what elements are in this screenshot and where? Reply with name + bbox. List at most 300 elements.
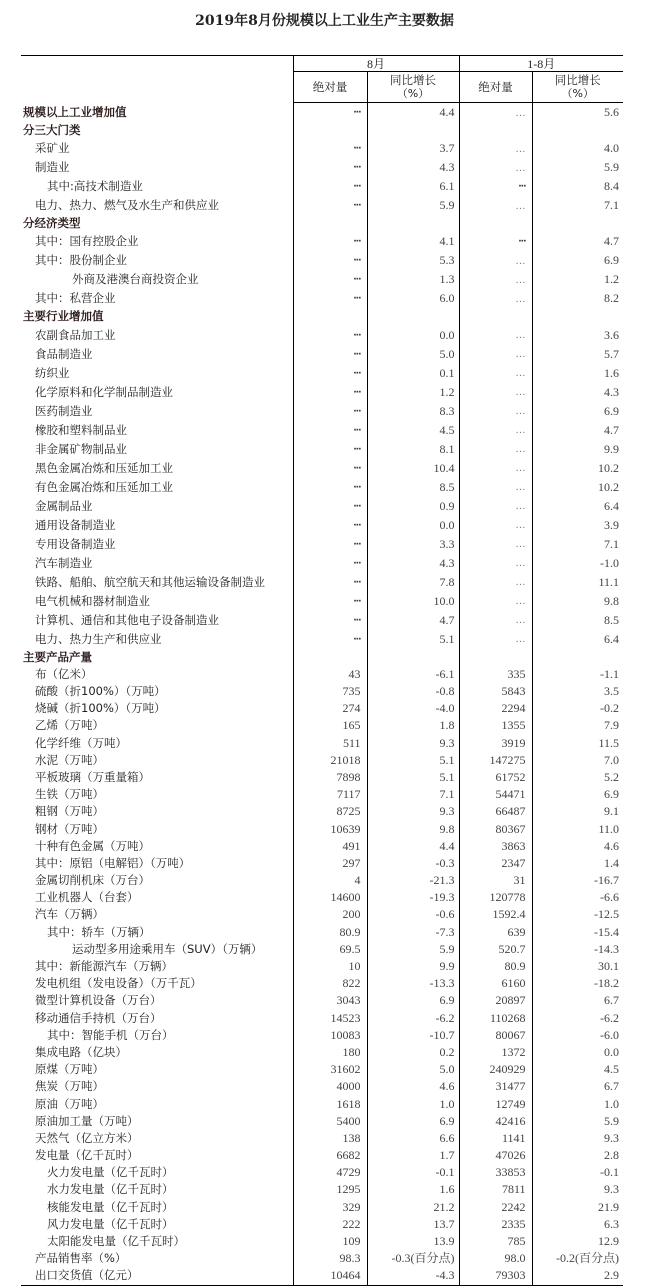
aug-absolute-cell: 10639 bbox=[293, 820, 367, 837]
ytd-absolute-cell: 1372 bbox=[459, 1044, 532, 1061]
aug-absolute-cell bbox=[293, 232, 367, 251]
header-blank-cell bbox=[21, 56, 293, 103]
table-row bbox=[21, 906, 623, 923]
aug-yoy-cell: 6.9 bbox=[367, 1113, 459, 1130]
ytd-absolute-cell bbox=[459, 497, 532, 516]
row-label: 产品销售率（%） bbox=[21, 1250, 293, 1267]
not-applicable-marker: … bbox=[515, 577, 526, 589]
aug-absolute-cell bbox=[293, 402, 367, 421]
aug-absolute-cell bbox=[293, 158, 367, 177]
aug-yoy-cell: 5.0 bbox=[367, 1061, 459, 1078]
ytd-yoy-cell: 8.4 bbox=[604, 179, 620, 194]
ytd-absolute-cell: 7811 bbox=[459, 1181, 532, 1198]
aug-absolute-cell: 31602 bbox=[293, 1061, 367, 1078]
not-applicable-marker: … bbox=[515, 293, 526, 305]
ytd-yoy-cell: 1.6 bbox=[604, 365, 620, 380]
aug-absolute-cell: 138 bbox=[293, 1130, 367, 1147]
header-unit: （%） bbox=[561, 87, 594, 100]
aug-absolute-cell bbox=[293, 139, 367, 158]
aug-absolute-cell: 80.9 bbox=[293, 924, 367, 941]
aug-yoy-cell: 21.2 bbox=[367, 1199, 459, 1216]
industrial-production-table bbox=[21, 55, 623, 1286]
table-row bbox=[21, 497, 623, 516]
aug-yoy-cell: 6.6 bbox=[367, 1130, 459, 1147]
table-row bbox=[21, 158, 623, 177]
ytd-yoy-cell: -1.1 bbox=[600, 666, 620, 681]
ytd-yoy-cell: 1.2 bbox=[604, 272, 620, 287]
aug-yoy-cell: 9.9 bbox=[367, 958, 459, 975]
aug-yoy-cell: 0.9 bbox=[367, 497, 459, 516]
ytd-yoy-cell: 4.7 bbox=[604, 422, 620, 437]
ytd-yoy-cell: -6.2 bbox=[600, 1010, 620, 1025]
aug-absolute-cell: 297 bbox=[293, 855, 367, 872]
header-label: 同比增长 bbox=[390, 73, 436, 87]
row-label: 烧碱（折100%）（万吨） bbox=[21, 700, 293, 717]
ytd-absolute-cell: 1355 bbox=[459, 717, 532, 734]
aug-yoy-cell: 4.6 bbox=[367, 1078, 459, 1095]
table-row bbox=[21, 803, 623, 820]
table-body bbox=[21, 103, 623, 1286]
aug-yoy-cell: -4.3 bbox=[367, 1267, 459, 1285]
ytd-absolute-cell: 120778 bbox=[459, 889, 532, 906]
ytd-absolute-cell bbox=[459, 364, 532, 383]
aug-yoy-cell: -6.1 bbox=[367, 666, 459, 683]
row-label: 橡胶和塑料制品业 bbox=[21, 421, 293, 440]
ytd-absolute-cell: 42416 bbox=[459, 1113, 532, 1130]
aug-yoy-cell: 8.5 bbox=[367, 478, 459, 497]
ytd-absolute-cell bbox=[459, 383, 532, 402]
ytd-absolute-cell: 3863 bbox=[459, 838, 532, 855]
aug-yoy-cell: 5.9 bbox=[367, 941, 459, 958]
ytd-absolute-cell: 785 bbox=[459, 1233, 532, 1250]
ytd-absolute-cell: 1592.4 bbox=[459, 906, 532, 923]
aug-yoy-cell: 8.1 bbox=[367, 440, 459, 459]
table-row bbox=[21, 251, 623, 270]
table-row bbox=[21, 855, 623, 872]
table-row bbox=[21, 1267, 623, 1285]
not-applicable-marker: … bbox=[515, 615, 526, 627]
row-label: 采矿业 bbox=[21, 139, 293, 158]
ytd-absolute-cell: 20897 bbox=[459, 992, 532, 1009]
aug-yoy-cell: -7.3 bbox=[367, 924, 459, 941]
ytd-absolute-cell bbox=[459, 270, 532, 289]
ytd-absolute-cell: 2335 bbox=[459, 1216, 532, 1233]
not-applicable-marker: … bbox=[515, 143, 526, 155]
aug-yoy-cell: 8.3 bbox=[367, 402, 459, 421]
not-applicable-marker: … bbox=[515, 255, 526, 267]
aug-yoy-cell: 10.0 bbox=[367, 592, 459, 611]
not-applicable-marker: … bbox=[515, 406, 526, 418]
aug-absolute-cell: 10464 bbox=[293, 1267, 367, 1285]
row-label: 纺织业 bbox=[21, 364, 293, 383]
aug-absolute-cell: 14523 bbox=[293, 1010, 367, 1027]
not-applicable-marker: ··· bbox=[353, 368, 361, 379]
aug-yoy-cell: 10.4 bbox=[367, 459, 459, 478]
aug-yoy-cell: 6.1 bbox=[367, 177, 459, 196]
not-applicable-marker: ··· bbox=[353, 634, 361, 645]
ytd-absolute-cell bbox=[459, 139, 532, 158]
not-applicable-marker: ··· bbox=[353, 294, 361, 305]
ytd-yoy-cell: -14.3 bbox=[594, 941, 620, 956]
table-row bbox=[21, 535, 623, 554]
aug-absolute-cell: 6682 bbox=[293, 1147, 367, 1164]
aug-yoy-cell: 4.3 bbox=[367, 554, 459, 573]
row-label: 主要产品产量 bbox=[21, 649, 293, 666]
aug-absolute-cell: 4 bbox=[293, 872, 367, 889]
ytd-yoy-cell: 10.2 bbox=[598, 479, 620, 494]
not-applicable-marker: ··· bbox=[353, 577, 361, 588]
row-label: 其中：国有控股企业 bbox=[21, 232, 293, 251]
aug-yoy-cell: 3.7 bbox=[367, 139, 459, 158]
row-label: 火力发电量（亿千瓦时） bbox=[21, 1164, 293, 1181]
aug-absolute-cell: 222 bbox=[293, 1216, 367, 1233]
aug-yoy-cell bbox=[367, 215, 459, 232]
not-applicable-marker: … bbox=[515, 200, 526, 212]
row-label: 太阳能发电量（亿千瓦时） bbox=[21, 1233, 293, 1250]
row-label: 其中：新能源汽车（万辆） bbox=[21, 958, 293, 975]
aug-absolute-cell: 329 bbox=[293, 1199, 367, 1216]
aug-yoy-cell: 5.1 bbox=[367, 630, 459, 649]
aug-absolute-cell bbox=[293, 535, 367, 554]
table-row bbox=[21, 1216, 623, 1233]
table-row bbox=[21, 992, 623, 1009]
ytd-absolute-cell: 1141 bbox=[459, 1130, 532, 1147]
table-row bbox=[21, 1199, 623, 1216]
not-applicable-marker: ··· bbox=[353, 256, 361, 267]
table-row bbox=[21, 196, 623, 215]
not-applicable-marker: … bbox=[515, 349, 526, 361]
ytd-yoy-cell: 30.1 bbox=[598, 959, 620, 974]
ytd-yoy-cell: 12.9 bbox=[598, 1234, 620, 1249]
aug-absolute-cell: 511 bbox=[293, 735, 367, 752]
ytd-absolute-cell: 80067 bbox=[459, 1027, 532, 1044]
ytd-absolute-cell bbox=[459, 177, 532, 196]
aug-absolute-cell bbox=[293, 611, 367, 630]
not-applicable-marker: … bbox=[515, 558, 526, 570]
table-row bbox=[21, 958, 623, 975]
not-applicable-marker: … bbox=[515, 482, 526, 494]
ytd-absolute-cell: 110268 bbox=[459, 1010, 532, 1027]
aug-absolute-cell: 165 bbox=[293, 717, 367, 734]
row-label: 水力发电量（亿千瓦时） bbox=[21, 1181, 293, 1198]
not-applicable-marker: ··· bbox=[353, 501, 361, 512]
table-row bbox=[21, 402, 623, 421]
aug-absolute-cell bbox=[293, 122, 367, 139]
aug-yoy-cell: 1.7 bbox=[367, 1147, 459, 1164]
ytd-absolute-cell: 639 bbox=[459, 924, 532, 941]
page-title: 2019年8月份规模以上工业生产主要数据 bbox=[195, 13, 454, 29]
ytd-absolute-cell bbox=[459, 630, 532, 649]
ytd-yoy-cell: 7.0 bbox=[604, 752, 620, 767]
ytd-yoy-cell bbox=[532, 122, 623, 139]
row-label: 移动通信手持机（万台） bbox=[21, 1010, 293, 1027]
table-row bbox=[21, 1010, 623, 1027]
ytd-absolute-cell: 98.0 bbox=[459, 1250, 532, 1267]
aug-yoy-cell: 6.0 bbox=[367, 289, 459, 308]
row-label: 粗钢（万吨） bbox=[21, 803, 293, 820]
row-label: 平板玻璃（万重量箱） bbox=[21, 769, 293, 786]
ytd-absolute-cell bbox=[459, 326, 532, 345]
table-row bbox=[21, 592, 623, 611]
ytd-yoy-cell: 2.9 bbox=[532, 1267, 623, 1285]
table-row bbox=[21, 1113, 623, 1130]
aug-absolute-cell: 109 bbox=[293, 1233, 367, 1250]
table-row bbox=[21, 820, 623, 837]
row-label: 其中:高技术制造业 bbox=[21, 177, 293, 196]
aug-yoy-cell: 5.3 bbox=[367, 251, 459, 270]
table-row bbox=[21, 289, 623, 308]
ytd-yoy-cell: -12.5 bbox=[594, 907, 620, 922]
table-row bbox=[21, 941, 623, 958]
aug-absolute-cell: 274 bbox=[293, 700, 367, 717]
aug-yoy-cell bbox=[367, 649, 459, 666]
table-row bbox=[21, 786, 623, 803]
ytd-yoy-cell: 3.6 bbox=[604, 327, 620, 342]
table-row bbox=[21, 270, 623, 289]
row-label: 制造业 bbox=[21, 158, 293, 177]
table-header bbox=[21, 56, 623, 103]
ytd-yoy-cell: 6.4 bbox=[604, 631, 620, 646]
ytd-yoy-cell: 11.1 bbox=[598, 574, 620, 589]
ytd-absolute-cell bbox=[459, 440, 532, 459]
not-applicable-marker: ··· bbox=[353, 163, 361, 174]
not-applicable-marker: … bbox=[515, 425, 526, 437]
not-applicable-marker: ··· bbox=[353, 275, 361, 286]
aug-yoy-cell: 5.1 bbox=[367, 769, 459, 786]
aug-yoy-cell: 1.8 bbox=[367, 717, 459, 734]
table-row bbox=[21, 872, 623, 889]
ytd-absolute-cell bbox=[459, 251, 532, 270]
aug-yoy-cell: 5.0 bbox=[367, 345, 459, 364]
aug-yoy-cell: 5.1 bbox=[367, 752, 459, 769]
aug-yoy-cell: -19.3 bbox=[367, 889, 459, 906]
ytd-absolute-cell: 31477 bbox=[459, 1078, 532, 1095]
aug-absolute-cell: 4000 bbox=[293, 1078, 367, 1095]
header-aug-yoy bbox=[367, 72, 459, 103]
table-row bbox=[21, 1233, 623, 1250]
aug-absolute-cell bbox=[293, 326, 367, 345]
row-label: 其中：股份制企业 bbox=[21, 251, 293, 270]
ytd-absolute-cell: 47026 bbox=[459, 1147, 532, 1164]
row-label: 电力、热力生产和供应业 bbox=[21, 630, 293, 649]
aug-absolute-cell: 8725 bbox=[293, 803, 367, 820]
ytd-yoy-cell: 7.9 bbox=[604, 718, 620, 733]
aug-absolute-cell bbox=[293, 592, 367, 611]
aug-absolute-cell: 180 bbox=[293, 1044, 367, 1061]
aug-absolute-cell bbox=[293, 215, 367, 232]
not-applicable-marker: ··· bbox=[353, 201, 361, 212]
aug-yoy-cell: -10.7 bbox=[367, 1027, 459, 1044]
table-row bbox=[21, 630, 623, 649]
aug-absolute-cell: 43 bbox=[293, 666, 367, 683]
aug-absolute-cell bbox=[293, 421, 367, 440]
aug-yoy-cell: -0.8 bbox=[367, 683, 459, 700]
row-label: 汽车制造业 bbox=[21, 554, 293, 573]
aug-yoy-cell: -0.3(百分点) bbox=[367, 1250, 459, 1267]
not-applicable-marker: … bbox=[515, 539, 526, 551]
table-row bbox=[21, 383, 623, 402]
ytd-yoy-cell: 9.9 bbox=[604, 441, 620, 456]
ytd-yoy-cell: 5.9 bbox=[604, 1113, 620, 1128]
aug-yoy-cell: 7.8 bbox=[367, 573, 459, 592]
ytd-absolute-cell bbox=[459, 592, 532, 611]
aug-yoy-cell: 9.3 bbox=[367, 803, 459, 820]
aug-yoy-cell: 4.4 bbox=[367, 103, 459, 123]
row-label: 核能发电量（亿千瓦时） bbox=[21, 1199, 293, 1216]
aug-absolute-cell bbox=[293, 270, 367, 289]
ytd-yoy-cell: 9.8 bbox=[604, 593, 620, 608]
row-label: 规模以上工业增加值 bbox=[21, 103, 293, 123]
row-label: 主要行业增加值 bbox=[21, 308, 293, 325]
ytd-yoy-cell: -6.6 bbox=[600, 890, 620, 905]
not-applicable-marker: ··· bbox=[353, 349, 361, 360]
ytd-yoy-cell: 5.9 bbox=[604, 160, 620, 175]
header-ytd-yoy bbox=[532, 72, 623, 103]
ytd-absolute-cell: 33853 bbox=[459, 1164, 532, 1181]
aug-absolute-cell bbox=[293, 196, 367, 215]
table-row bbox=[21, 573, 623, 592]
ytd-absolute-cell bbox=[459, 421, 532, 440]
not-applicable-marker: ··· bbox=[353, 108, 361, 118]
ytd-yoy-cell: 4.6 bbox=[604, 838, 620, 853]
ytd-yoy-cell: 3.9 bbox=[604, 517, 620, 532]
table-row bbox=[21, 1147, 623, 1164]
row-label: 电气机械和器材制造业 bbox=[21, 592, 293, 611]
row-label: 原油加工量（万吨） bbox=[21, 1113, 293, 1130]
aug-yoy-cell: 1.3 bbox=[367, 270, 459, 289]
ytd-yoy-cell: 6.9 bbox=[604, 787, 620, 802]
row-label: 其中：私营企业 bbox=[21, 289, 293, 308]
row-label: 黑色金属冶炼和压延加工业 bbox=[21, 459, 293, 478]
row-label: 发电量（亿千瓦时） bbox=[21, 1147, 293, 1164]
row-label: 天然气（亿立方米） bbox=[21, 1130, 293, 1147]
table-row bbox=[21, 232, 623, 251]
aug-absolute-cell: 1295 bbox=[293, 1181, 367, 1198]
table-row bbox=[21, 139, 623, 158]
ytd-yoy-cell: 0.0 bbox=[604, 1044, 620, 1059]
table-row bbox=[21, 554, 623, 573]
ytd-absolute-cell bbox=[459, 196, 532, 215]
row-label: 其中：原铝（电解铝）（万吨） bbox=[21, 855, 293, 872]
ytd-yoy-cell: 6.7 bbox=[604, 1079, 620, 1094]
not-applicable-marker: … bbox=[515, 501, 526, 513]
ytd-absolute-cell bbox=[459, 122, 532, 139]
table-row bbox=[21, 683, 623, 700]
ytd-absolute-cell bbox=[459, 402, 532, 421]
not-applicable-marker: ··· bbox=[353, 182, 361, 193]
row-label: 原油（万吨） bbox=[21, 1095, 293, 1112]
table-row bbox=[21, 666, 623, 683]
table-row bbox=[21, 345, 623, 364]
aug-yoy-cell: -0.1 bbox=[367, 1164, 459, 1181]
ytd-yoy-cell: -15.4 bbox=[594, 924, 620, 939]
row-label: 电力、热力、燃气及水生产和供应业 bbox=[21, 196, 293, 215]
row-label: 专用设备制造业 bbox=[21, 535, 293, 554]
table-row bbox=[21, 717, 623, 734]
row-label: 运动型多用途乘用车（SUV）（万辆） bbox=[21, 941, 293, 958]
table-row bbox=[21, 700, 623, 717]
ytd-absolute-cell: 80.9 bbox=[459, 958, 532, 975]
not-applicable-marker: … bbox=[515, 463, 526, 475]
section-header-row bbox=[21, 308, 623, 325]
ytd-absolute-cell: 2347 bbox=[459, 855, 532, 872]
ytd-yoy-cell: 8.5 bbox=[604, 612, 620, 627]
aug-absolute-cell bbox=[293, 289, 367, 308]
ytd-absolute-cell bbox=[459, 535, 532, 554]
ytd-yoy-cell: 1.0 bbox=[604, 1096, 620, 1111]
row-label: 非金属矿物制品业 bbox=[21, 440, 293, 459]
ytd-yoy-cell: 7.1 bbox=[604, 536, 620, 551]
table-row bbox=[21, 421, 623, 440]
aug-absolute-cell: 14600 bbox=[293, 889, 367, 906]
aug-absolute-cell: 735 bbox=[293, 683, 367, 700]
ytd-absolute-cell: 66487 bbox=[459, 803, 532, 820]
aug-yoy-cell: 4.4 bbox=[367, 838, 459, 855]
aug-yoy-cell: 1.2 bbox=[367, 383, 459, 402]
row-label: 食品制造业 bbox=[21, 345, 293, 364]
table-row bbox=[21, 364, 623, 383]
row-label: 汽车（万辆） bbox=[21, 906, 293, 923]
ytd-absolute-cell bbox=[459, 459, 532, 478]
ytd-absolute-cell bbox=[459, 649, 532, 666]
ytd-absolute-cell: 520.7 bbox=[459, 941, 532, 958]
aug-absolute-cell: 10 bbox=[293, 958, 367, 975]
ytd-absolute-cell: 61752 bbox=[459, 769, 532, 786]
aug-yoy-cell: 13.7 bbox=[367, 1216, 459, 1233]
table-row bbox=[21, 1164, 623, 1181]
row-label: 铁路、船舶、航空航天和其他运输设备制造业 bbox=[21, 573, 293, 592]
table-row bbox=[21, 1061, 623, 1078]
aug-absolute-cell bbox=[293, 478, 367, 497]
row-label: 生铁（万吨） bbox=[21, 786, 293, 803]
aug-absolute-cell bbox=[293, 554, 367, 573]
ytd-yoy-cell: 21.9 bbox=[598, 1199, 620, 1214]
aug-absolute-cell: 98.3 bbox=[293, 1250, 367, 1267]
not-applicable-marker: … bbox=[515, 368, 526, 380]
aug-yoy-cell: 7.1 bbox=[367, 786, 459, 803]
aug-yoy-cell: 0.0 bbox=[367, 326, 459, 345]
ytd-absolute-cell bbox=[459, 611, 532, 630]
not-applicable-marker: ··· bbox=[353, 615, 361, 626]
ytd-absolute-cell bbox=[459, 345, 532, 364]
aug-absolute-cell bbox=[293, 364, 367, 383]
row-label: 农副食品加工业 bbox=[21, 326, 293, 345]
row-label: 微型计算机设备（万台） bbox=[21, 992, 293, 1009]
not-applicable-marker: ··· bbox=[518, 237, 526, 248]
aug-yoy-cell: 13.9 bbox=[367, 1233, 459, 1250]
ytd-absolute-cell bbox=[459, 554, 532, 573]
not-applicable-marker: … bbox=[515, 634, 526, 646]
row-label: 原煤（万吨） bbox=[21, 1061, 293, 1078]
ytd-yoy-cell: 5.2 bbox=[604, 769, 620, 784]
aug-yoy-cell: -0.3 bbox=[367, 855, 459, 872]
row-label: 发电机组（发电设备）（万千瓦） bbox=[21, 975, 293, 992]
aug-yoy-cell: 6.9 bbox=[367, 992, 459, 1009]
ytd-absolute-cell: 2294 bbox=[459, 700, 532, 717]
ytd-absolute-cell: 12749 bbox=[459, 1095, 532, 1112]
aug-yoy-cell: 4.7 bbox=[367, 611, 459, 630]
not-applicable-marker: … bbox=[515, 520, 526, 532]
ytd-yoy-cell: 2.8 bbox=[604, 1148, 620, 1163]
not-applicable-marker: … bbox=[515, 444, 526, 456]
aug-yoy-cell: 5.9 bbox=[367, 196, 459, 215]
table-row bbox=[21, 326, 623, 345]
aug-yoy-cell: 9.8 bbox=[367, 820, 459, 837]
ytd-absolute-cell: 6160 bbox=[459, 975, 532, 992]
not-applicable-marker: … bbox=[515, 162, 526, 174]
row-label: 计算机、通信和其他电子设备制造业 bbox=[21, 611, 293, 630]
row-label: 有色金属冶炼和压延加工业 bbox=[21, 478, 293, 497]
